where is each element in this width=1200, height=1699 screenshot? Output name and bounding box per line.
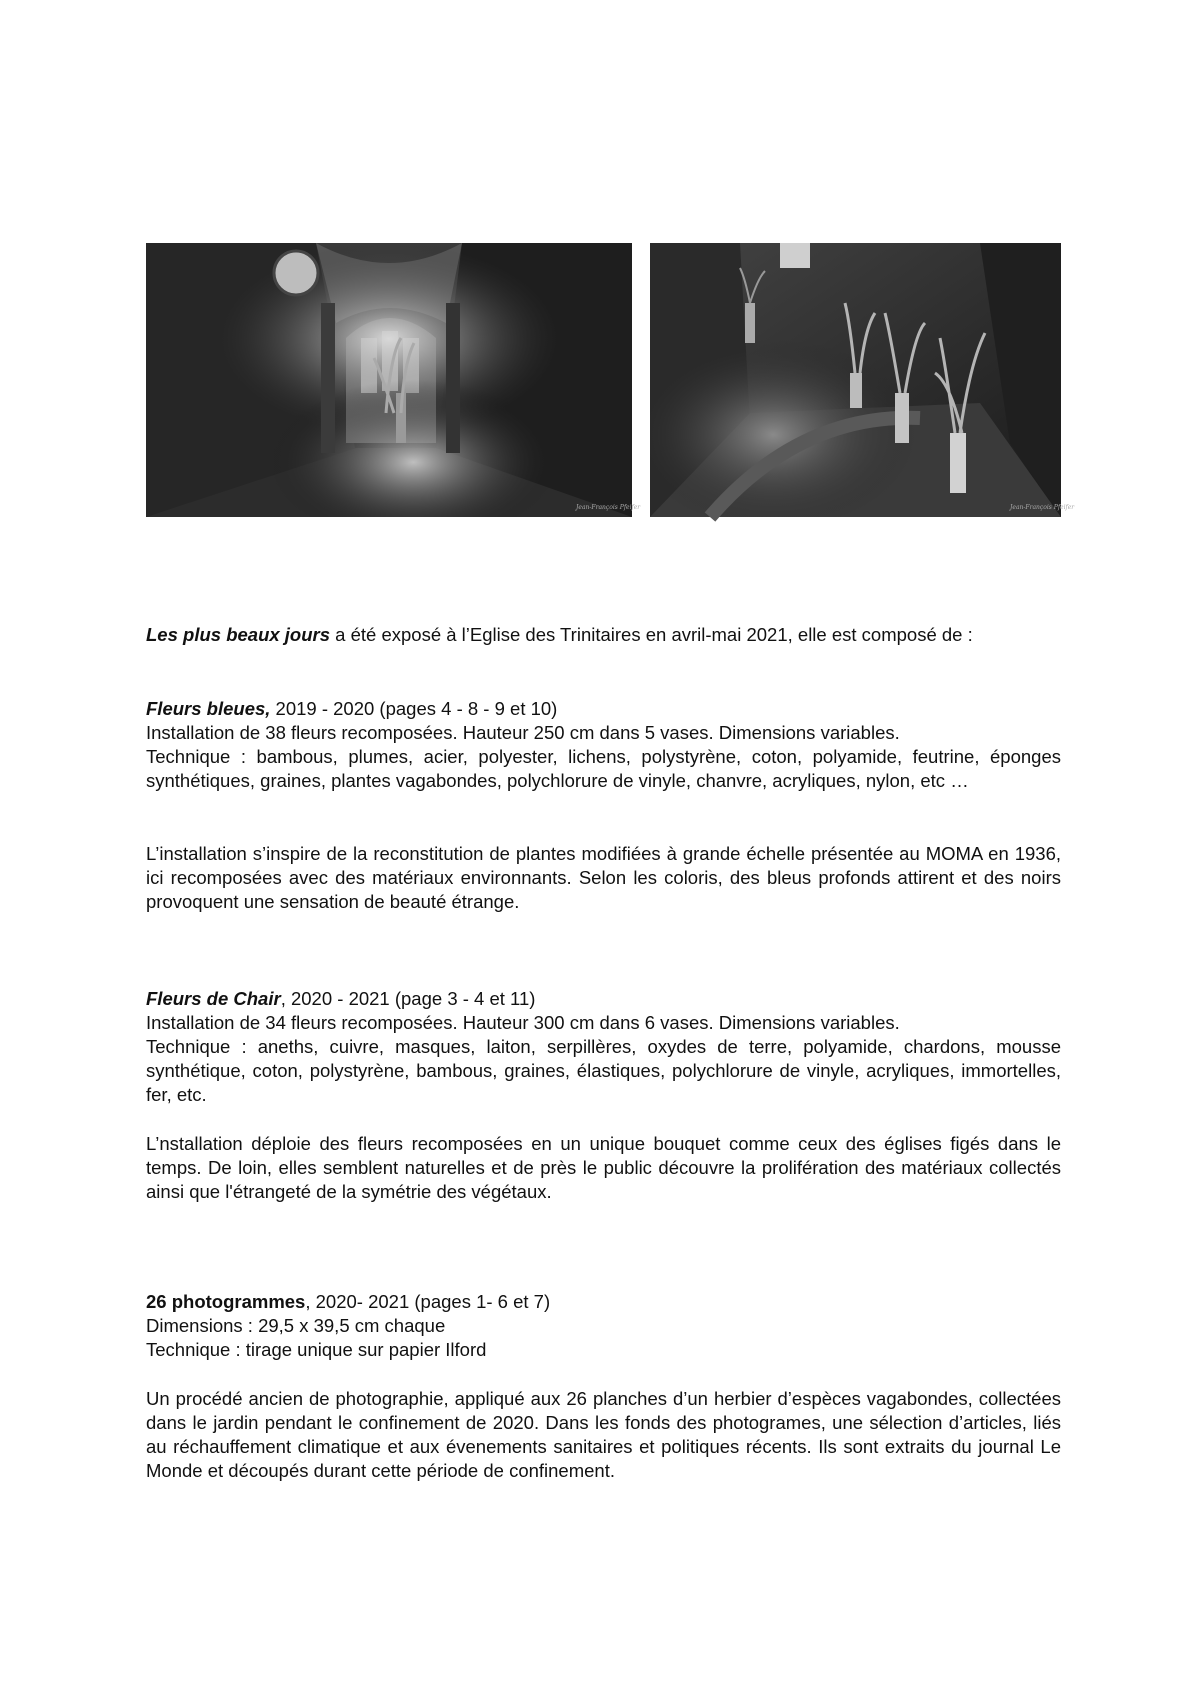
photo-church-nave — [146, 243, 641, 517]
intro-paragraph — [146, 623, 1061, 647]
section-meta: 2019 - 2020 (pages 4 - 8 - 9 et 10) — [270, 698, 558, 719]
section-description: Un procédé ancien de photographie, appliqué aux 26 planches d’un herbier d’espèces vagabondes, collectées dans le jardin pendant le confinement de 2020. Dans les fonds des photogrames, une sélection d’articles, liés au réchauffement climatique et aux évenements sanitaires et politiques récents. Ils sont extraits du journal Le Monde et découpés durant cette période de confinement. — [146, 1388, 1061, 1481]
section-install: Installation de 38 fleurs recomposées. Hauteur 250 cm dans 5 vases. Dimensions variables. — [146, 722, 900, 743]
section-technique: Technique : tirage unique sur papier Ilford — [146, 1339, 487, 1360]
section-title: Fleurs de Chair — [146, 988, 281, 1009]
church-nave-image — [146, 243, 641, 517]
photo-church-aisle — [650, 243, 1075, 517]
section-fleurs-bleues — [146, 697, 1061, 793]
section-photogrammes — [146, 1290, 1061, 1362]
section-dimensions: Dimensions : 29,5 x 39,5 cm chaque — [146, 1315, 446, 1336]
section-fleurs-de-chair-description — [146, 1132, 1061, 1204]
section-title: Fleurs bleues, — [146, 698, 271, 719]
photo-signature: Jean-François Pfeifer — [1010, 504, 1075, 511]
section-meta: , 2020- 2021 (pages 1- 6 et 7) — [305, 1291, 551, 1312]
section-title: 26 photogrammes — [146, 1291, 306, 1312]
section-fleurs-bleues-description — [146, 842, 1061, 914]
section-meta: , 2020 - 2021 (page 3 - 4 et 11) — [280, 988, 536, 1009]
section-technique: Technique : aneths, cuivre, masques, laiton, serpillères, oxydes de terre, polyamide, chardons, mousse synthétique, coton, polystyrène, bambous, graines, élastiques, polychlorure de vinyle, acryliques, immortelles, fer, etc. — [146, 1036, 1061, 1105]
photo-signature: Jean-François Pfeifer — [576, 504, 641, 511]
section-install: Installation de 34 fleurs recomposées. Hauteur 300 cm dans 6 vases. Dimensions variables. — [146, 1012, 900, 1033]
exhibition-title: Les plus beaux jours — [146, 624, 331, 645]
intro-text: a été exposé à l’Eglise des Trinitaires en avril-mai 2021, elle est composé de : — [330, 624, 973, 645]
section-technique: Technique : bambous, plumes, acier, polyester, lichens, polystyrène, coton, polyamide, feutrine, éponges synthétiques, graines, plantes vagabondes, polychlorure de vinyle, chanvre, acryliques, nylon, etc … — [146, 746, 1061, 791]
section-description: L’nstallation déploie des fleurs recomposées en un unique bouquet comme ceux des églises figés dans le temps. De loin, elles semblent naturelles et de près le public découvre la prolifération des matériaux collectés ainsi que l'étrangeté de la symétrie des végétaux. — [146, 1133, 1061, 1202]
church-aisle-image — [650, 243, 1075, 517]
section-fleurs-de-chair — [146, 987, 1061, 1107]
section-photogrammes-description — [146, 1387, 1061, 1483]
section-description: L’installation s’inspire de la reconstitution de plantes modifiées à grande échelle présentée au MOMA en 1936, ici recomposées avec des matériaux environnants. Selon les coloris, des bleus profonds attirent et des noirs provoquent une sensation de beauté étrange. — [146, 843, 1061, 912]
